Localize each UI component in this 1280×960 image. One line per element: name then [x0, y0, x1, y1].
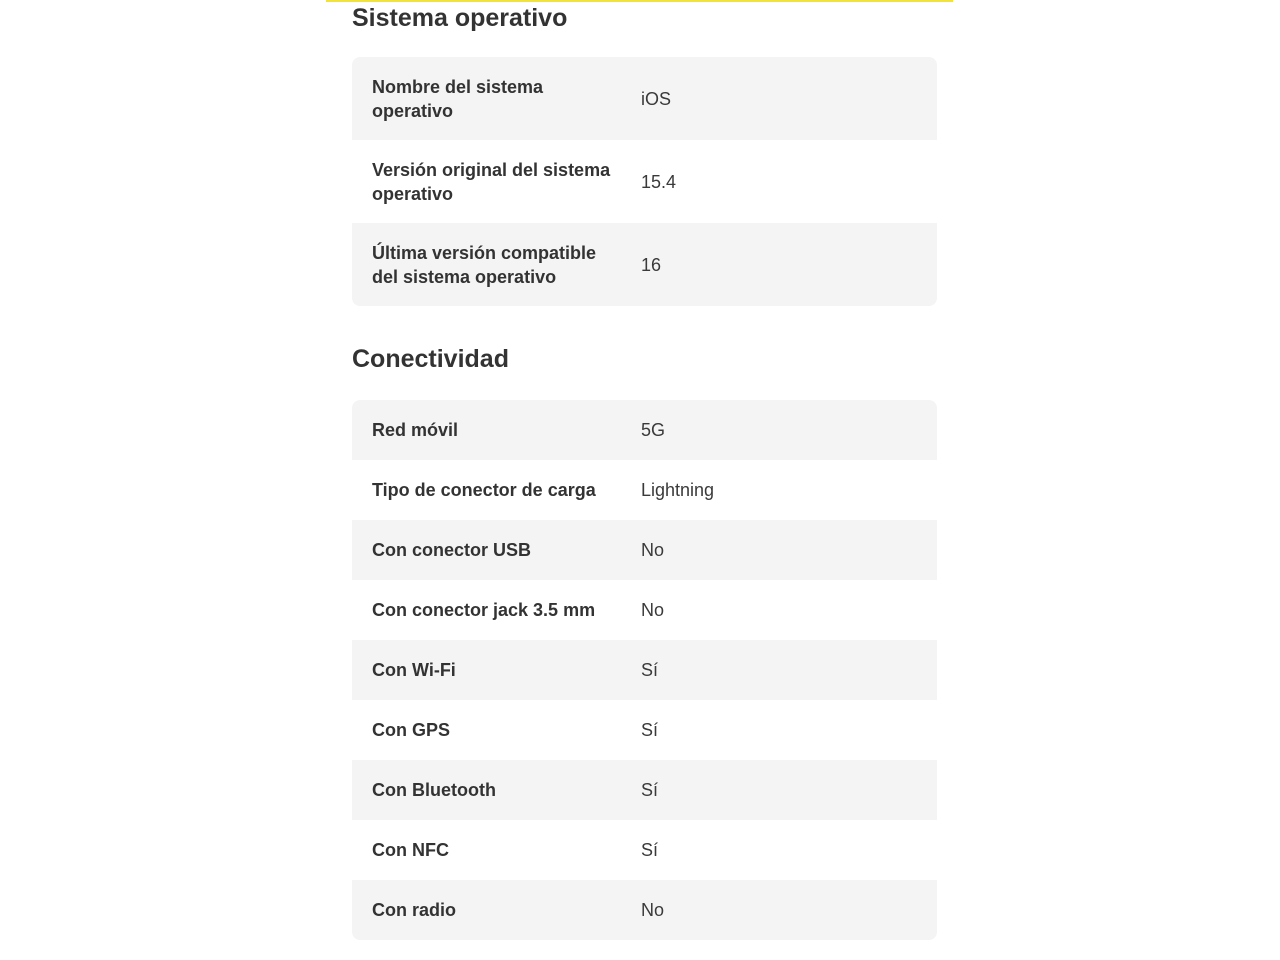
spec-value: 5G	[641, 420, 666, 440]
spec-value: No	[641, 600, 665, 620]
spec-label: Última versión compatible del sistema operativo	[372, 242, 597, 287]
spec-row	[352, 223, 937, 306]
spec-value: Sí	[641, 780, 659, 800]
spec-label: Con Wi-Fi	[372, 660, 456, 680]
spec-value: No	[641, 900, 665, 920]
spec-label: Con conector jack 3.5 mm	[372, 600, 596, 620]
spec-value: iOS	[641, 88, 672, 109]
spec-table-conectividad	[352, 400, 937, 940]
spec-label: Con GPS	[372, 720, 451, 740]
spec-row	[352, 400, 937, 460]
spec-label: Red móvil	[372, 420, 459, 440]
spec-row	[352, 140, 937, 223]
spec-value: 16	[641, 254, 662, 275]
spec-row	[352, 580, 937, 640]
section-title-conectividad: Conectividad	[352, 345, 509, 373]
spec-value: 15.4	[641, 171, 677, 192]
spec-row	[352, 760, 937, 820]
spec-row	[352, 460, 937, 520]
spec-row	[352, 820, 937, 880]
spec-label: Con Bluetooth	[372, 780, 496, 800]
spec-row	[352, 520, 937, 580]
spec-label: Con NFC	[372, 840, 449, 860]
spec-value: Sí	[641, 660, 659, 680]
section-title-sistema-operativo: Sistema operativo	[352, 4, 568, 32]
spec-label: Con radio	[372, 900, 456, 920]
spec-value: Sí	[641, 720, 659, 740]
spec-table-sistema-operativo	[352, 57, 937, 306]
spec-row	[352, 640, 937, 700]
spec-row	[352, 700, 937, 760]
spec-label: Versión original del sistema operativo	[372, 159, 611, 204]
spec-label: Nombre del sistema operativo	[372, 76, 544, 121]
spec-label: Con conector USB	[372, 540, 532, 560]
spec-value: No	[641, 540, 665, 560]
spec-value: Lightning	[641, 480, 715, 500]
spec-value: Sí	[641, 840, 659, 860]
spec-label: Tipo de conector de carga	[372, 480, 596, 500]
spec-row	[352, 880, 937, 940]
spec-content	[352, 0, 937, 940]
spec-row	[352, 57, 937, 140]
